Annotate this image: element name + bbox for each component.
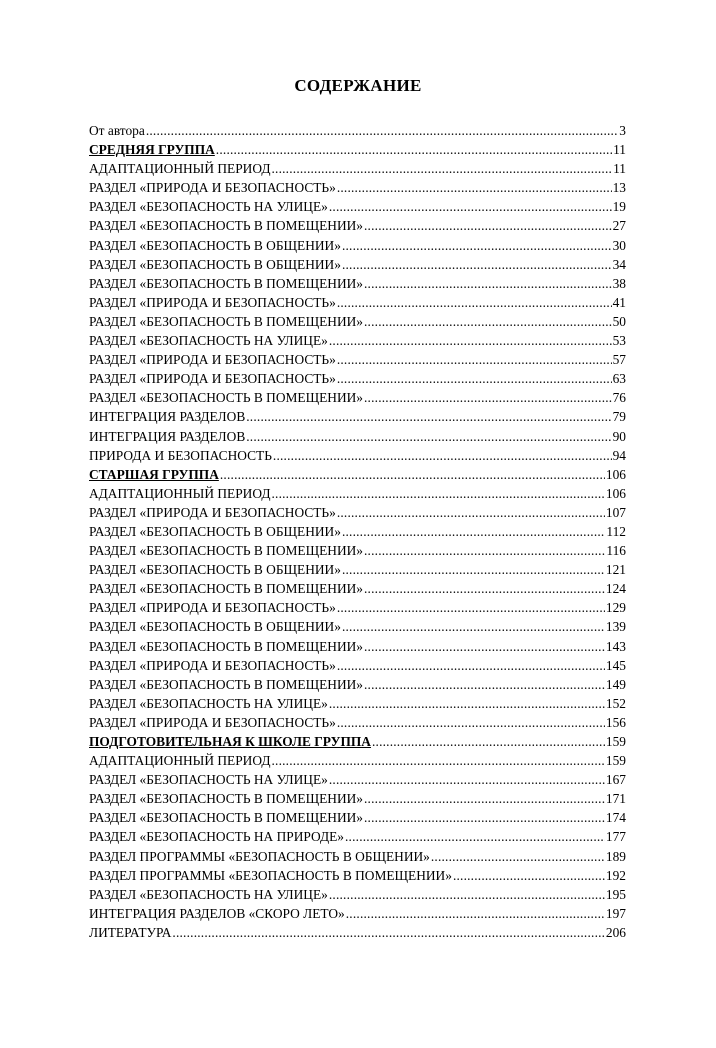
dot-leader (246, 427, 611, 446)
toc-entry-label: РАЗДЕЛ «БЕЗОПАСНОСТЬ В ПОМЕЩЕНИИ» (89, 543, 363, 559)
dot-leader (342, 255, 612, 274)
toc-entry[interactable] (89, 178, 626, 197)
dot-leader (337, 598, 605, 617)
dot-leader (337, 369, 612, 388)
toc-entry-label: РАЗДЕЛ «ПРИРОДА И БЕЗОПАСНОСТЬ» (89, 371, 336, 387)
toc-entry[interactable] (89, 216, 626, 235)
toc-entry[interactable] (89, 331, 626, 350)
toc-entry-label: ИНТЕГРАЦИЯ РАЗДЕЛОВ «СКОРО ЛЕТО» (89, 905, 345, 921)
toc-entry-page-number: 124 (605, 581, 626, 597)
toc-entry-page-number: 206 (605, 924, 626, 940)
dot-leader (220, 465, 605, 484)
toc-entry[interactable] (89, 407, 626, 426)
toc-entry[interactable] (89, 350, 626, 369)
toc-entry-page-number: 30 (612, 237, 626, 253)
toc-entry-label: РАЗДЕЛ «БЕЗОПАСНОСТЬ В ПОМЕЩЕНИИ» (89, 810, 363, 826)
toc-entry-page-number: 19 (612, 199, 626, 215)
toc-entry[interactable] (89, 847, 626, 866)
toc-entry[interactable] (89, 827, 626, 846)
table-of-contents (89, 121, 626, 942)
toc-entry-page-number: 34 (612, 256, 626, 272)
dot-leader (329, 331, 612, 350)
toc-entry-page-number: 195 (605, 886, 626, 902)
toc-entry-label: РАЗДЕЛ «ПРИРОДА И БЕЗОПАСНОСТЬ» (89, 657, 336, 673)
toc-entry[interactable] (89, 694, 626, 713)
toc-entry-label: ИНТЕГРАЦИЯ РАЗДЕЛОВ (89, 409, 246, 425)
toc-entry[interactable] (89, 197, 626, 216)
toc-entry-page-number: 13 (612, 180, 626, 196)
toc-entry-label: РАЗДЕЛ «БЕЗОПАСНОСТЬ В ПОМЕЩЕНИИ» (89, 218, 363, 234)
dot-leader (337, 503, 605, 522)
toc-entry-page-number: 107 (605, 504, 626, 520)
toc-section-heading[interactable] (89, 732, 626, 751)
toc-entry-page-number: 106 (605, 485, 626, 501)
dot-leader (337, 293, 612, 312)
toc-entry-page-number: 171 (605, 791, 626, 807)
dot-leader (337, 713, 605, 732)
toc-entry[interactable] (89, 484, 626, 503)
dot-leader (337, 350, 612, 369)
toc-entry[interactable] (89, 274, 626, 293)
toc-entry-label: РАЗДЕЛ «ПРИРОДА И БЕЗОПАСНОСТЬ» (89, 600, 336, 616)
toc-entry-label: От автора (89, 123, 145, 138)
dot-leader (364, 675, 605, 694)
toc-entry-page-number: 143 (605, 638, 626, 654)
toc-entry[interactable] (89, 789, 626, 808)
toc-entry-label: ПОДГОТОВИТЕЛЬНАЯ К ШКОЛЕ ГРУППА (89, 734, 371, 749)
toc-entry[interactable] (89, 675, 626, 694)
dot-leader (337, 656, 605, 675)
toc-entry[interactable] (89, 541, 626, 560)
toc-section-heading[interactable] (89, 465, 626, 484)
toc-entry-page-number: 192 (605, 867, 626, 883)
dot-leader (246, 407, 611, 426)
toc-entry[interactable] (89, 255, 626, 274)
toc-entry-page-number: 90 (612, 428, 626, 444)
dot-leader (364, 541, 605, 560)
toc-entry[interactable] (89, 159, 626, 178)
toc-entry-label: РАЗДЕЛ «БЕЗОПАСНОСТЬ В ОБЩЕНИИ» (89, 619, 341, 635)
toc-entry-label: АДАПТАЦИОННЫЙ ПЕРИОД (89, 753, 271, 769)
toc-entry-label: ПРИРОДА И БЕЗОПАСНОСТЬ (89, 447, 272, 463)
toc-entry-label: РАЗДЕЛ «БЕЗОПАСНОСТЬ НА УЛИЦЕ» (89, 772, 328, 788)
toc-entry-label: РАЗДЕЛ ПРОГРАММЫ «БЕЗОПАСНОСТЬ В ПОМЕЩЕНИИ» (89, 867, 452, 883)
dot-leader (329, 770, 605, 789)
toc-entry-page-number: 197 (605, 905, 626, 921)
toc-entry-page-number: 11 (613, 161, 626, 177)
dot-leader (364, 312, 612, 331)
toc-entry[interactable] (89, 121, 626, 140)
toc-entry-label: СРЕДНЯЯ ГРУППА (89, 142, 215, 158)
toc-entry-page-number: 189 (605, 848, 626, 864)
toc-entry[interactable] (89, 751, 626, 770)
toc-entry-label: РАЗДЕЛ «БЕЗОПАСНОСТЬ В ПОМЕЩЕНИИ» (89, 313, 363, 329)
dot-leader (329, 885, 605, 904)
toc-entry-page-number: 149 (605, 676, 626, 692)
toc-entry-page-number: 57 (612, 352, 626, 368)
dot-leader (329, 694, 605, 713)
toc-entry-label: РАЗДЕЛ «БЕЗОПАСНОСТЬ В ОБЩЕНИИ» (89, 523, 341, 539)
dot-leader (372, 732, 605, 751)
toc-entry-page-number: 53 (612, 333, 626, 349)
dot-leader (364, 274, 612, 293)
page-title: СОДЕРЖАНИЕ (294, 76, 422, 95)
toc-entry-label: РАЗДЕЛ «ПРИРОДА И БЕЗОПАСНОСТЬ» (89, 180, 336, 196)
toc-entry-page-number: 177 (605, 829, 626, 845)
toc-entry[interactable] (89, 713, 626, 732)
toc-entry-page-number: 3 (619, 123, 626, 138)
toc-entry-page-number: 159 (605, 734, 626, 749)
toc-entry-page-number: 129 (605, 600, 626, 616)
toc-entry[interactable] (89, 503, 626, 522)
toc-entry-label: АДАПТАЦИОННЫЙ ПЕРИОД (89, 485, 271, 501)
dot-leader (271, 159, 612, 178)
toc-entry-page-number: 79 (612, 409, 626, 425)
dot-leader (364, 637, 605, 656)
toc-entry[interactable] (89, 770, 626, 789)
dot-leader (453, 866, 605, 885)
toc-entry-label: ЛИТЕРАТУРА (89, 924, 172, 940)
dot-leader (146, 121, 618, 140)
toc-entry-page-number: 167 (605, 772, 626, 788)
toc-entry-page-number: 106 (605, 466, 626, 482)
dot-leader (364, 808, 605, 827)
toc-entry-label: РАЗДЕЛ ПРОГРАММЫ «БЕЗОПАСНОСТЬ В ОБЩЕНИИ» (89, 848, 430, 864)
dot-leader (216, 140, 612, 159)
toc-entry[interactable] (89, 522, 626, 541)
toc-entry-page-number: 38 (612, 275, 626, 291)
toc-entry[interactable] (89, 388, 626, 407)
dot-leader (364, 789, 605, 808)
toc-entry-label: РАЗДЕЛ «БЕЗОПАСНОСТЬ В ПОМЕЩЕНИИ» (89, 676, 363, 692)
dot-leader (337, 178, 612, 197)
dot-leader (364, 388, 612, 407)
toc-entry[interactable] (89, 904, 626, 923)
toc-entry-label: РАЗДЕЛ «БЕЗОПАСНОСТЬ В ОБЩЕНИИ» (89, 237, 341, 253)
toc-entry[interactable] (89, 446, 626, 465)
toc-entry-label: РАЗДЕЛ «БЕЗОПАСНОСТЬ НА УЛИЦЕ» (89, 886, 328, 902)
dot-leader (273, 446, 612, 465)
toc-entry-page-number: 11 (613, 142, 626, 158)
toc-entry[interactable] (89, 598, 626, 617)
toc-entry-label: РАЗДЕЛ «БЕЗОПАСНОСТЬ НА УЛИЦЕ» (89, 695, 328, 711)
dot-leader (342, 560, 605, 579)
toc-entry[interactable] (89, 923, 626, 942)
dot-leader (346, 904, 605, 923)
toc-entry[interactable] (89, 560, 626, 579)
toc-entry[interactable] (89, 427, 626, 446)
toc-entry-page-number: 152 (605, 695, 626, 711)
toc-entry-page-number: 41 (612, 294, 626, 310)
toc-entry[interactable] (89, 656, 626, 675)
toc-entry[interactable] (89, 293, 626, 312)
toc-entry-page-number: 63 (612, 371, 626, 387)
toc-entry-label: РАЗДЕЛ «БЕЗОПАСНОСТЬ В ПОМЕЩЕНИИ» (89, 390, 363, 406)
dot-leader (342, 617, 605, 636)
toc-entry-label: РАЗДЕЛ «БЕЗОПАСНОСТЬ В ПОМЕЩЕНИИ» (89, 791, 363, 807)
toc-entry-label: РАЗДЕЛ «БЕЗОПАСНОСТЬ В ПОМЕЩЕНИИ» (89, 638, 363, 654)
toc-entry-page-number: 159 (605, 753, 626, 769)
toc-entry-page-number: 139 (605, 619, 626, 635)
toc-entry-label: РАЗДЕЛ «БЕЗОПАСНОСТЬ В ОБЩЕНИИ» (89, 256, 341, 272)
dot-leader (431, 847, 605, 866)
toc-entry[interactable] (89, 808, 626, 827)
toc-entry-label: РАЗДЕЛ «БЕЗОПАСНОСТЬ В ПОМЕЩЕНИИ» (89, 275, 363, 291)
toc-entry-page-number: 50 (612, 313, 626, 329)
dot-leader (342, 236, 612, 255)
dot-leader (271, 484, 604, 503)
toc-entry[interactable] (89, 312, 626, 331)
toc-entry-page-number: 112 (606, 523, 626, 539)
toc-entry[interactable] (89, 885, 626, 904)
toc-entry-page-number: 121 (605, 562, 626, 578)
toc-entry-label: АДАПТАЦИОННЫЙ ПЕРИОД (89, 161, 271, 177)
toc-entry-label: СТАРШАЯ ГРУППА (89, 466, 219, 482)
dot-leader (342, 522, 605, 541)
toc-entry-label: РАЗДЕЛ «ПРИРОДА И БЕЗОПАСНОСТЬ» (89, 352, 336, 368)
toc-entry-label: РАЗДЕЛ «БЕЗОПАСНОСТЬ НА ПРИРОДЕ» (89, 829, 344, 845)
toc-entry[interactable] (89, 617, 626, 636)
toc-entry-page-number: 145 (605, 657, 626, 673)
dot-leader (345, 827, 605, 846)
toc-entry-page-number: 27 (612, 218, 626, 234)
dot-leader (271, 751, 604, 770)
dot-leader (364, 216, 612, 235)
toc-entry-page-number: 156 (605, 714, 626, 730)
toc-entry[interactable] (89, 236, 626, 255)
dot-leader (329, 197, 612, 216)
toc-entry-page-number: 174 (605, 810, 626, 826)
toc-section-heading[interactable] (89, 140, 626, 159)
toc-entry-label: РАЗДЕЛ «ПРИРОДА И БЕЗОПАСНОСТЬ» (89, 294, 336, 310)
toc-entry[interactable] (89, 579, 626, 598)
toc-entry-label: РАЗДЕЛ «БЕЗОПАСНОСТЬ В ОБЩЕНИИ» (89, 562, 341, 578)
toc-entry-label: РАЗДЕЛ «ПРИРОДА И БЕЗОПАСНОСТЬ» (89, 504, 336, 520)
toc-entry-page-number: 116 (606, 543, 626, 559)
dot-leader (172, 923, 605, 942)
toc-entry-page-number: 76 (612, 390, 626, 406)
toc-entry-label: РАЗДЕЛ «БЕЗОПАСНОСТЬ В ПОМЕЩЕНИИ» (89, 581, 363, 597)
toc-entry[interactable] (89, 369, 626, 388)
toc-entry-label: РАЗДЕЛ «БЕЗОПАСНОСТЬ НА УЛИЦЕ» (89, 199, 328, 215)
toc-entry[interactable] (89, 866, 626, 885)
dot-leader (364, 579, 605, 598)
toc-entry[interactable] (89, 637, 626, 656)
toc-entry-label: ИНТЕГРАЦИЯ РАЗДЕЛОВ (89, 428, 246, 444)
toc-entry-page-number: 94 (612, 447, 626, 463)
toc-entry-label: РАЗДЕЛ «ПРИРОДА И БЕЗОПАСНОСТЬ» (89, 714, 336, 730)
toc-entry-label: РАЗДЕЛ «БЕЗОПАСНОСТЬ НА УЛИЦЕ» (89, 333, 328, 349)
